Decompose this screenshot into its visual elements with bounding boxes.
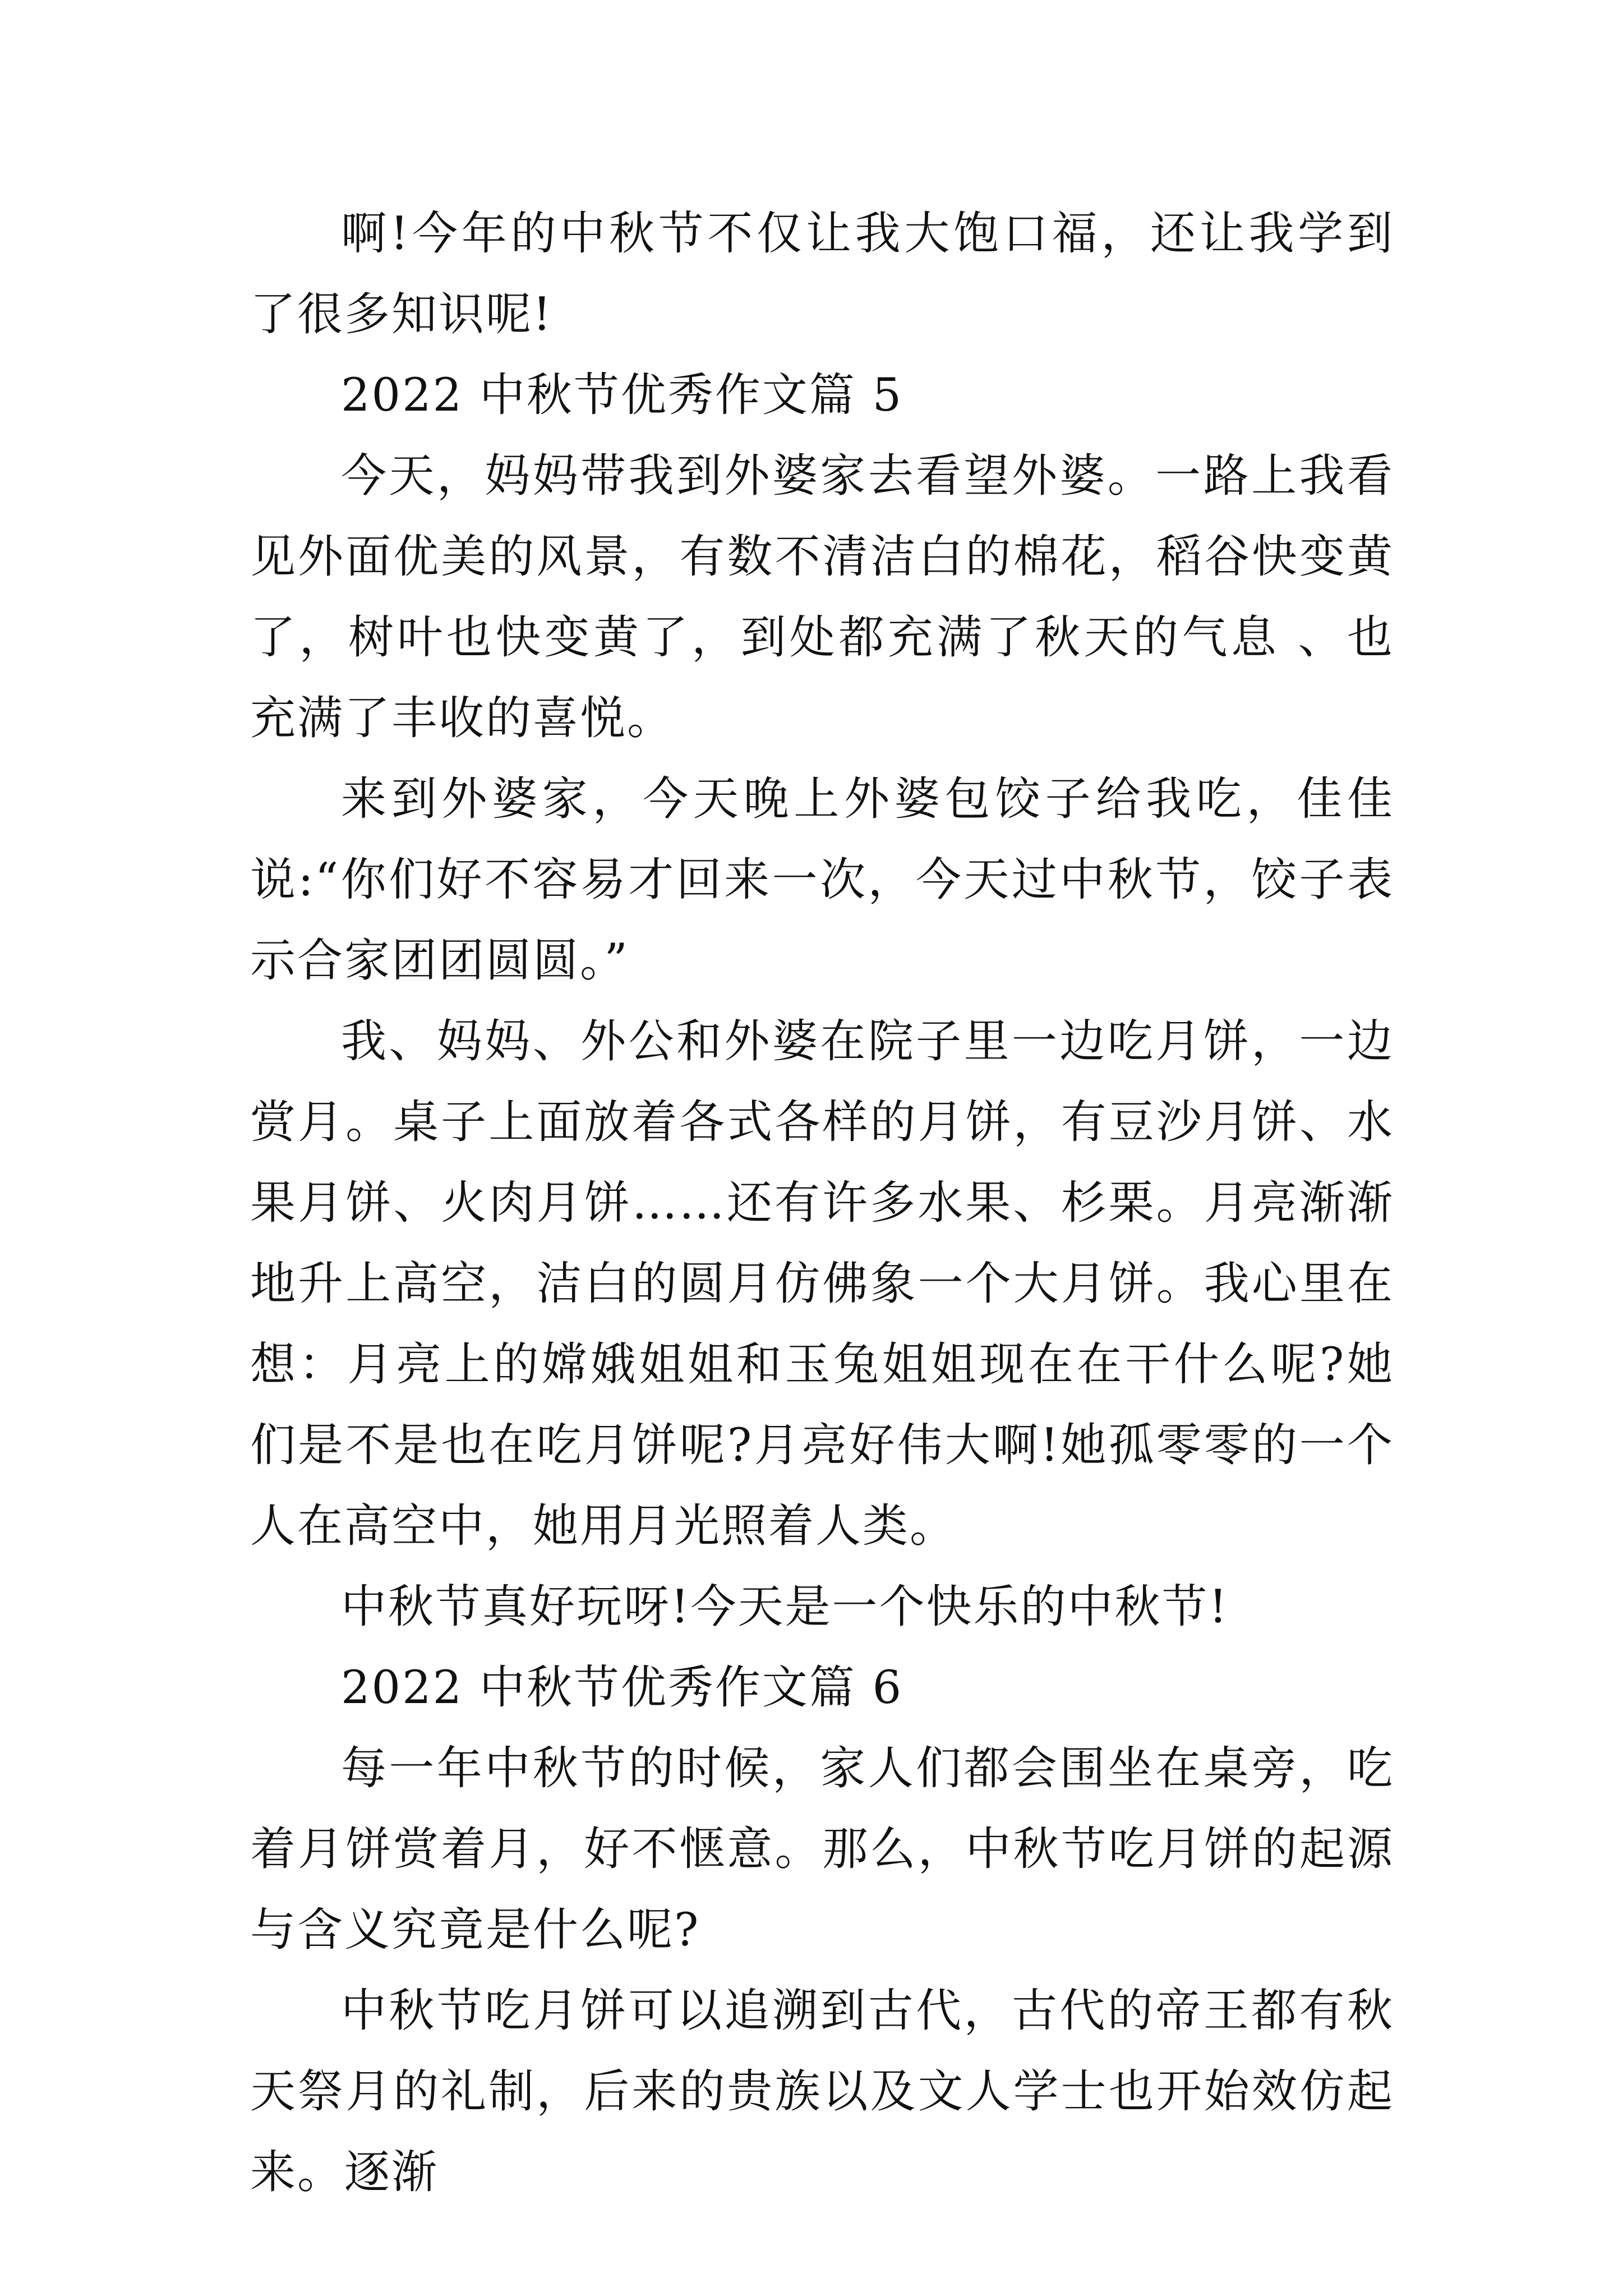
essay-5-title: 2022 中秋节优秀作文篇 5 [341, 369, 903, 422]
document-body [250, 194, 1394, 2213]
paragraph-closing-essay-4: 啊!今年的中秋节不仅让我大饱口福，还让我学到了很多知识呢! [250, 208, 1394, 341]
paragraph-essay-5-closing: 中秋节真好玩呀!今天是一个快乐的中秋节! [341, 1581, 1229, 1634]
essay-6-title: 2022 中秋节优秀作文篇 6 [341, 1662, 903, 1714]
paragraph-essay-6-origin: 中秋节吃月饼可以追溯到古代，古代的帝王都有秋天祭月的礼制，后来的贵族以及文人学士也开始效仿起来。逐渐 [250, 1985, 1394, 2199]
paragraph-essay-5-dumplings: 来到外婆家，今天晚上外婆包饺子给我吃，佳佳说:“你们好不容易才回来一次，今天过中秋节，饺子表示合家团团圆圆。” [250, 773, 1394, 987]
paragraph-essay-5-mooncakes: 我、妈妈、外公和外婆在院子里一边吃月饼，一边赏月。桌子上面放着各式各样的月饼，有豆沙月饼、水果月饼、火肉月饼……还有许多水果、杉栗。月亮渐渐地升上高空，洁白的圆月仿佛象一个大月饼。我心里在想：月亮上的嫦娥姐姐和玉兔姐姐现在在干什么呢?她们是不是也在吃月饼呢?月亮好伟大啊!她孤零零的一个人在高空中，她用月光照着人类。 [250, 1015, 1394, 1553]
paragraph-essay-6-intro: 每一年中秋节的时候，家人们都会围坐在桌旁，吃着月饼赏着月，好不惬意。那么，中秋节吃月饼的起源与含义究竟是什么呢? [250, 1742, 1394, 1957]
paragraph-essay-5-intro: 今天，妈妈带我到外婆家去看望外婆。一路上我看见外面优美的风景，有数不清洁白的棉花，稻谷快变黄了，树叶也快变黄了，到处都充满了秋天的气息 、也充满了丰收的喜悦。 [250, 450, 1394, 745]
